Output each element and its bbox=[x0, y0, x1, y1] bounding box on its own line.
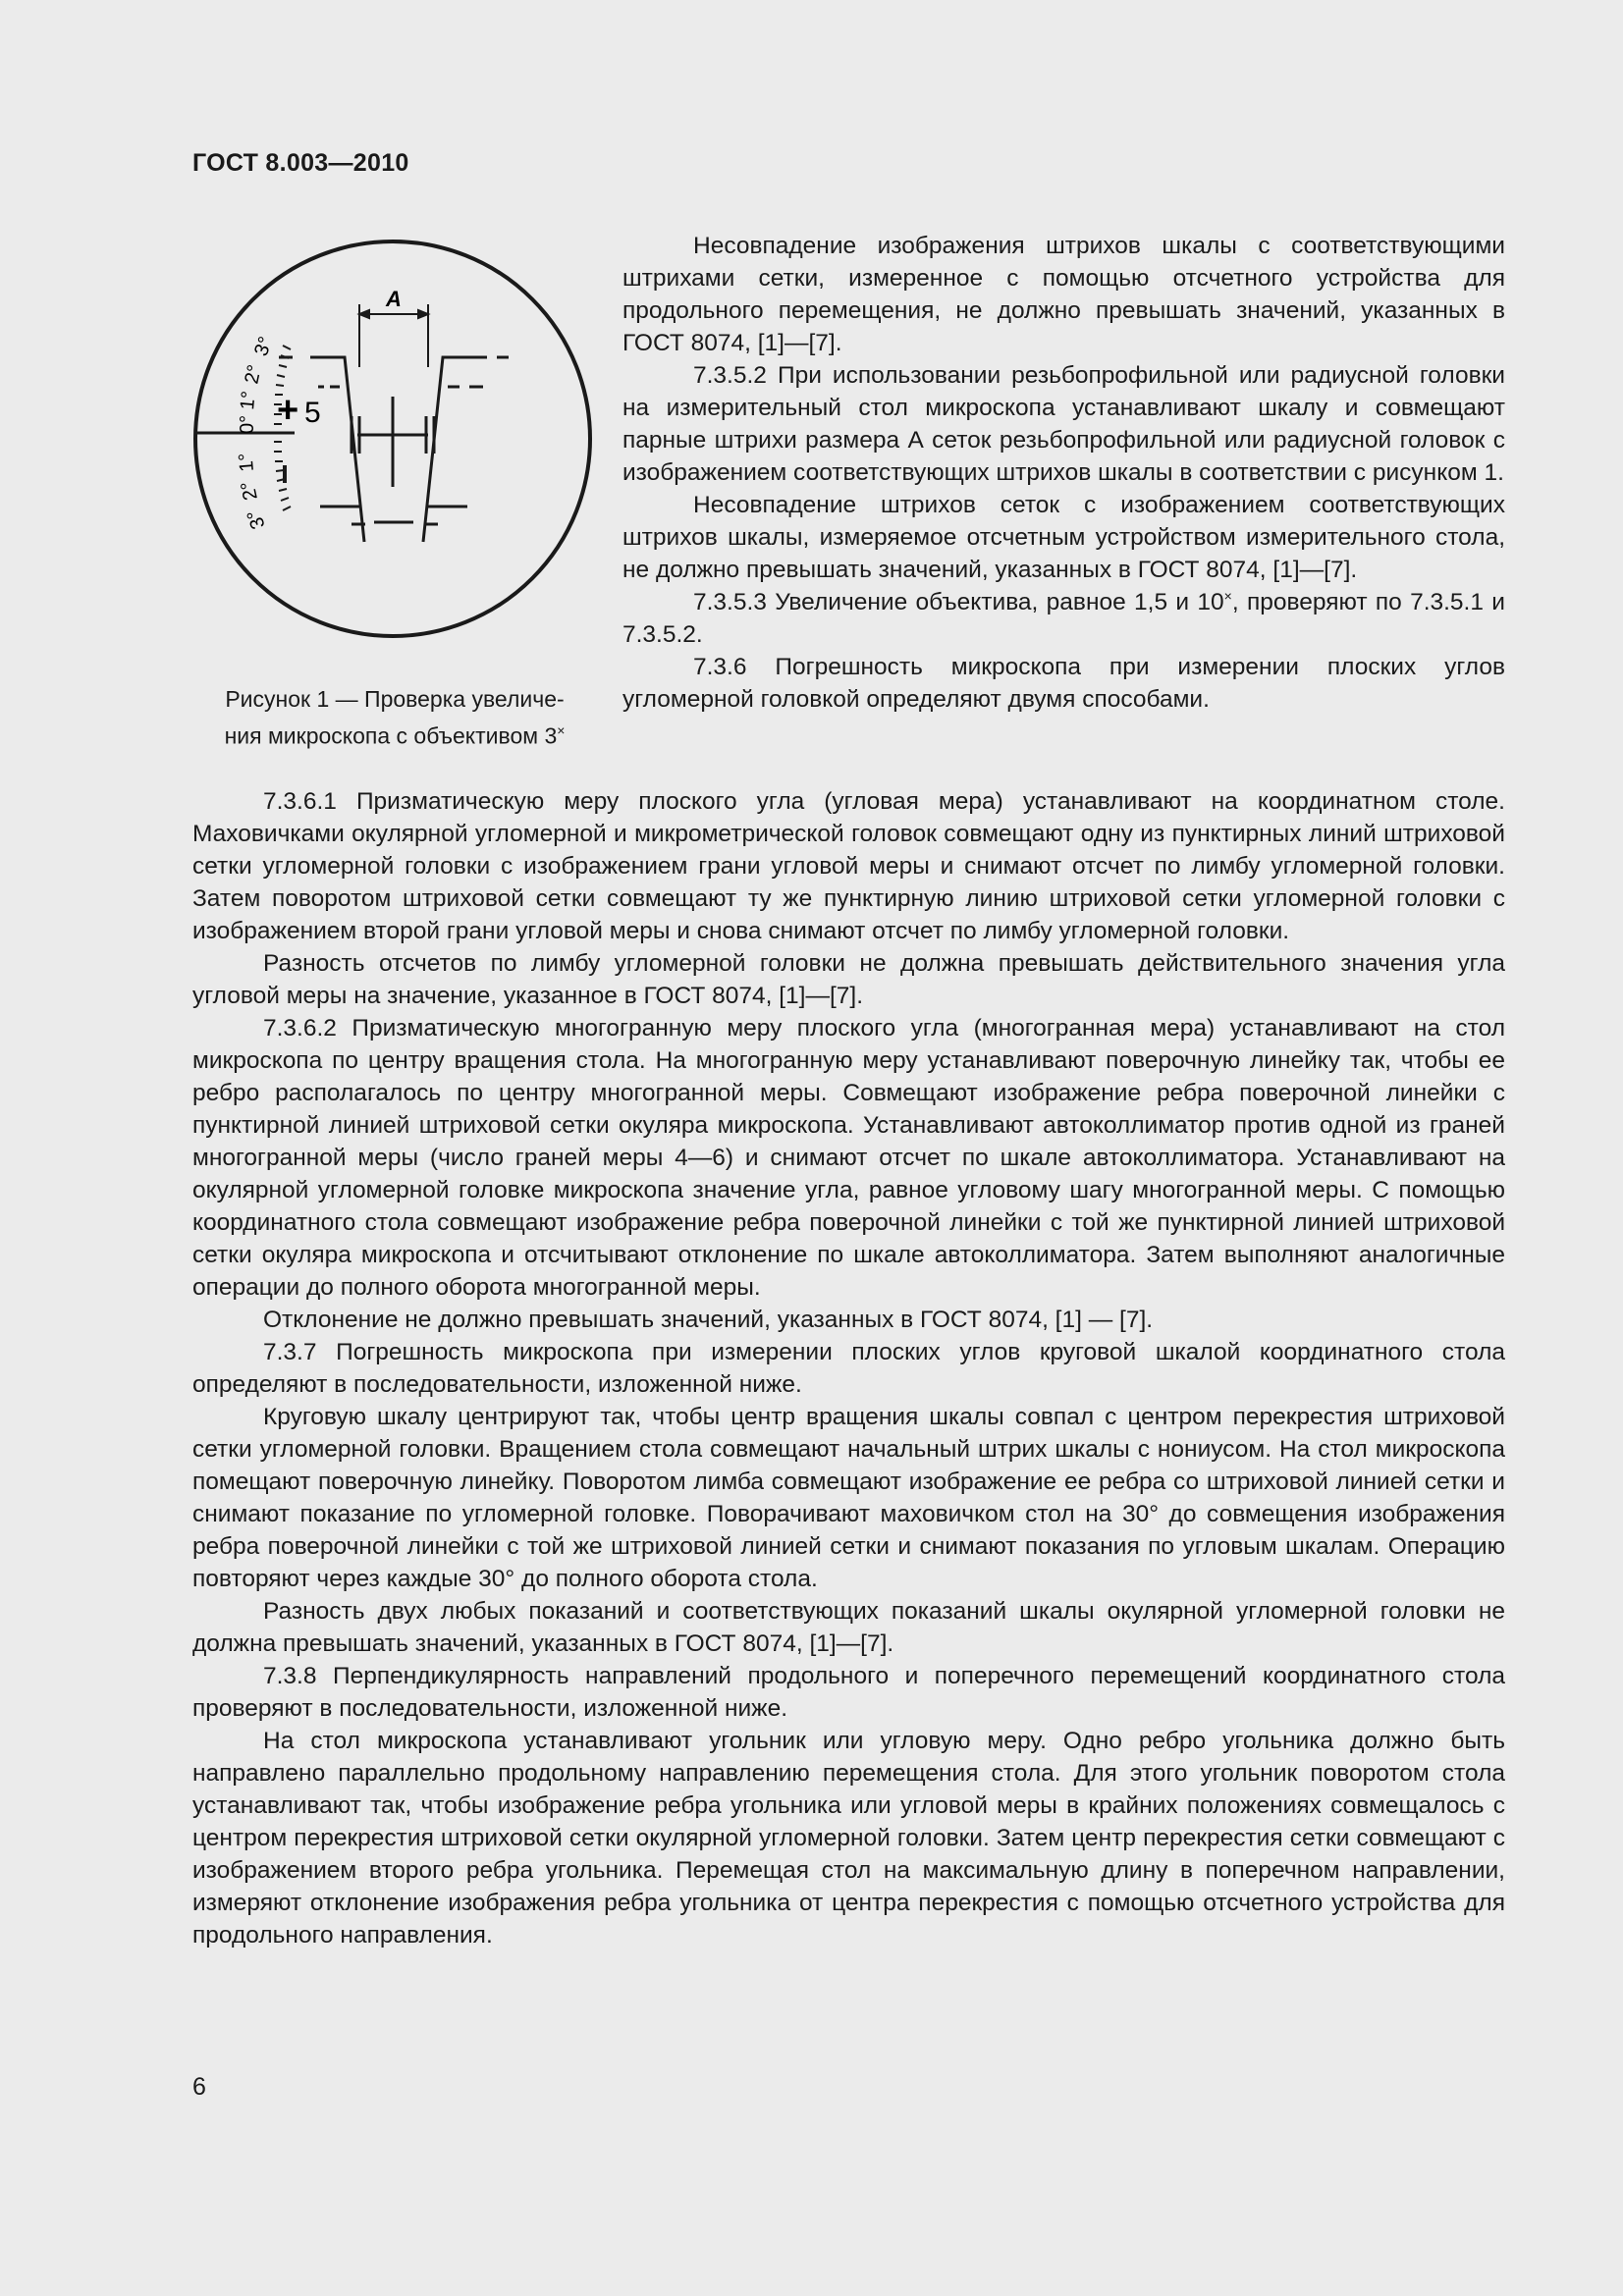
paragraph: Разность отсчетов по лимбу угломерной головки не должна превышать действительного значения угла угловой меры на значение, указанное в ГОСТ 8074, [1]—[7]. bbox=[192, 950, 1505, 1009]
dimension-a-marker bbox=[359, 304, 428, 367]
paragraph-7-3-6-2: 7.3.6.2 Призматическую многогранную меру плоского угла (многогранная мера) устанавливают на стол микроскопа по центру вращения стола. На многогранную меру устанавливают поверочную линейку так, чтобы ее ребро располагалось по центру многогранной меры. Совмещают изображение ребра поверочной линейки с пунктирной линией штриховой сетки окуляра микроскопа. Устанавливают автоколлиматор против одной из граней многогранной меры (число граней меры 4—6) и снимают отсчет по шкале автоколлиматора. Устанавливают на окулярной угломерной головке микроскопа значение угла, равное угловому шагу многогранной меры. С помощью координатного стола совмещают изображение ребра поверочной линейки с той же пунктирной линией штриховой сетки окуляра микроскопа и отсчитывают отклонение по шкале автоколлиматора. Затем выполняют аналогичные операции до полного оборота многогранной меры. bbox=[192, 1015, 1505, 1301]
figure-microscope-reticle bbox=[192, 230, 597, 652]
paragraph-7-3-5-3: 7.3.5.3 Увеличение объектива, равное 1,5 и 10×, проверяют по 7.3.5.1 и 7.3.5.2. bbox=[622, 587, 1505, 648]
document-header: ГОСТ 8.003—2010 bbox=[192, 149, 409, 177]
caption-line-1: Рисунок 1 — Проверка увеличе- bbox=[225, 686, 565, 712]
reticle-diagram bbox=[192, 230, 597, 652]
paragraph: На стол микроскопа устанавливают угольник или угловую меру. Одно ребро угольника должно быть направлено параллельно продольному направлению перемещения стола. Для этого угольник поворотом стола устанавливают так, чтобы изображение ребра угольника или угловой меры в крайних положениях совмещалось с центром перекрестия штриховой сетки окулярной угломерной головки. Затем центр перекрестия сетки совмещают с изображением второго ребра угольника. Перемещая стол на максимальную длину в поперечном направлении, измеряют отклонение изображения ребра угольника от центра перекрестия с помощью отсчетного устройства для продольного направления. bbox=[192, 1728, 1505, 1949]
scale-label-3-bottom: 3° bbox=[243, 507, 270, 532]
body-text bbox=[192, 785, 1505, 1951]
plus-label: + bbox=[277, 390, 299, 431]
scale-label-2-top: 2° bbox=[241, 362, 266, 387]
paragraph: Несовпадение изображения штрихов шкалы с соответствующими штрихами сетки, измеренное с помощью отсчетного устройства для продольного перемещения, не должно превышать значений, указанных в ГОСТ 8074, [1]—[7]. bbox=[622, 233, 1505, 356]
paragraph: Круговую шкалу центрируют так, чтобы центр вращения шкалы совпал с центром перекрестия штриховой сетки угломерной головки. Вращением стола совмещают начальный штрих шкалы с нониусом. На стол микроскопа помещают поверочную линейку. Поворотом лимба совмещают изображение ее ребра со штриховой линией сетки и снимают показание по угломерной головке. Поворачивают маховичком стол на 30° до совмещения изображения ребра поверочной линейки с той же штриховой линией сетки и снимают показания по угловым шкалам. Операцию повторяют через каждые 30° до полного оборота стола. bbox=[192, 1404, 1505, 1592]
scale-label-1-top: 1° bbox=[237, 390, 260, 411]
dimension-a-label: А bbox=[386, 287, 402, 311]
centre-crosshair bbox=[352, 397, 434, 487]
paragraph-7-3-8: 7.3.8 Перпендикулярность направлений продольного и поперечного перемещений координатного стола проверяют в последовательности, изложенной ниже. bbox=[192, 1663, 1505, 1722]
figure-caption bbox=[192, 683, 597, 752]
scale-label-0: 0° bbox=[237, 414, 258, 434]
right-column-text bbox=[622, 230, 1505, 716]
caption-line-2: ния микроскопа с объективом 3× bbox=[224, 722, 566, 749]
five-label: 5 bbox=[304, 397, 321, 429]
paragraph: Несовпадение штрихов сеток с изображением соответствующих штрихов шкалы, измеряемое отсчетным устройством измерительного стола, не должно превышать значений, указанных в ГОСТ 8074, [1]—[7]. bbox=[622, 492, 1505, 583]
paragraph: Разность двух любых показаний и соответствующих показаний шкалы окулярной угломерной головки не должна превышать значений, указанных в ГОСТ 8074, [1]—[7]. bbox=[192, 1598, 1505, 1657]
scale-label-3-top: 3° bbox=[250, 334, 278, 359]
paragraph-7-3-5-2: 7.3.5.2 При использовании резьбопрофильной или радиусной головки на измерительный стол микроскопа устанавливают шкалу и совмещают парные штрихи размера А сеток резьбопрофильной или радиусной головок с изображением соответствующих штрихов шкалы в соответствии с рисунком 1. bbox=[622, 362, 1505, 486]
paragraph-7-3-6-1: 7.3.6.1 Призматическую меру плоского угла (угловая мера) устанавливают на координатном столе. Маховичками окулярной угломерной и микрометрической головок совмещают одну из пунктирных линий штриховой сетки угломерной головки с изображением грани угловой меры и снимают отсчет по лимбу угломерной головки. Затем поворотом штриховой сетки совмещают ту же пунктирную линию штриховой сетки угломерной головки с изображением второй грани угловой меры и снова снимают отсчет по лимбу угломерной головки. bbox=[192, 788, 1505, 944]
paragraph-7-3-7: 7.3.7 Погрешность микроскопа при измерении плоских углов круговой шкалой координатного стола определяют в последовательности, изложенной ниже. bbox=[192, 1339, 1505, 1398]
scale-label-1-bottom: 1° bbox=[235, 452, 258, 473]
paragraph: Отклонение не должно превышать значений, указанных в ГОСТ 8074, [1] — [7]. bbox=[263, 1307, 1154, 1333]
page-number: 6 bbox=[192, 2073, 206, 2101]
paragraph-7-3-6: 7.3.6 Погрешность микроскопа при измерении плоских углов угломерной головкой определяют двумя способами. bbox=[622, 654, 1505, 713]
scale-label-2-bottom: 2° bbox=[237, 479, 262, 503]
